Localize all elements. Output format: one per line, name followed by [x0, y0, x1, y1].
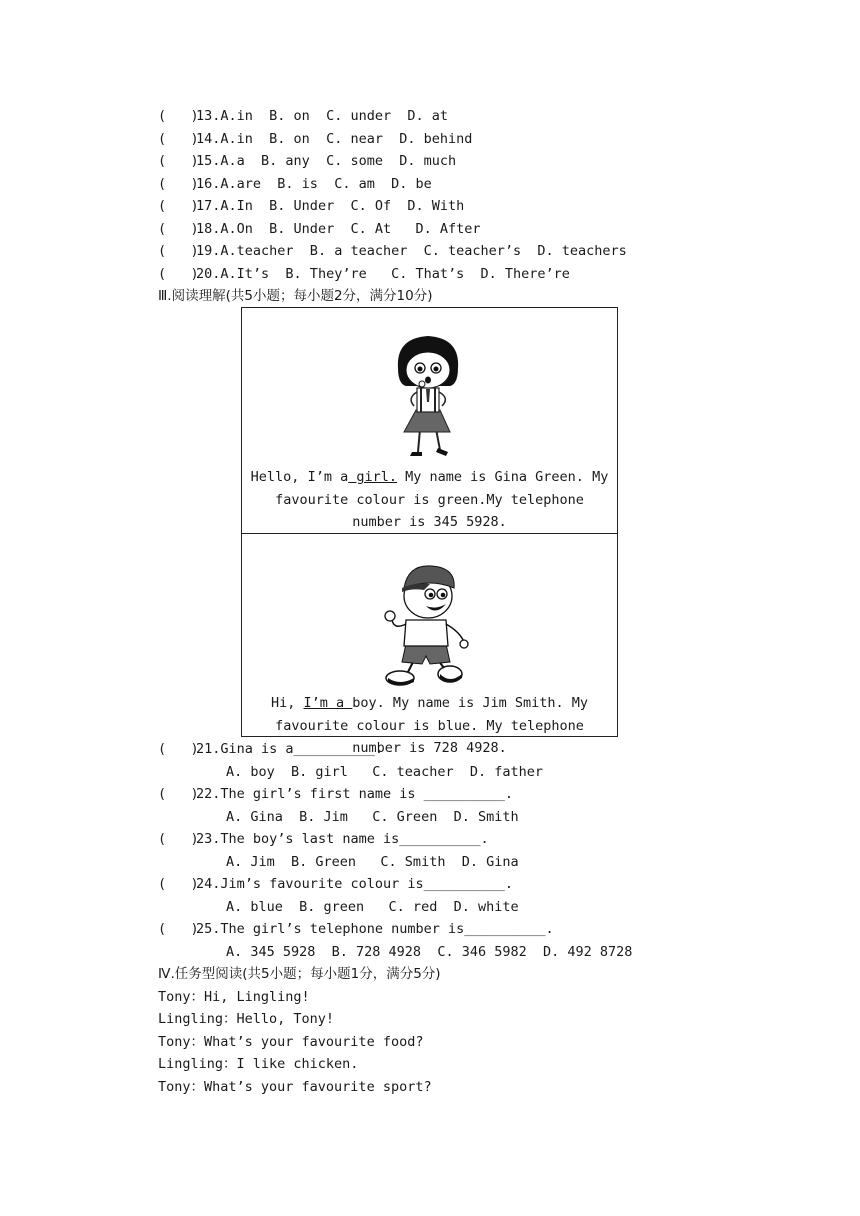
cloze-number: 17: [196, 198, 213, 214]
question-number: 24: [196, 876, 213, 892]
cloze-options: A.In B. Under C. Of D. With: [220, 198, 465, 214]
cloze-number: 14: [196, 131, 213, 147]
cloze-options: A.in B. on C. under D. at: [220, 108, 448, 124]
cloze-item-19: ( )19.A.teacher B. a teacher C. teacher’s D. teachers: [158, 243, 627, 259]
section-3-title: Ⅲ.阅读理解(共5小题；每小题2分，满分10分): [158, 288, 433, 304]
dialogue-line: Tony：What’s your favourite food?: [158, 1034, 424, 1050]
underlined-word: girl.: [348, 469, 397, 485]
question-stem: The boy’s last name is__________.: [220, 831, 489, 847]
cloze-options: A.teacher B. a teacher C. teacher’s D. teachers: [220, 243, 627, 259]
cloze-item-17: ( )17.A.In B. Under C. Of D. With: [158, 198, 465, 214]
question-25-options: A. 345 5928 B. 728 4928 C. 346 5982 D. 492 8728: [226, 944, 633, 960]
card-girl-text: Hello, I’m a girl. My name is Gina Green. My favourite colour is green.My telephone number is 345 5928.: [250, 469, 609, 530]
question-number: 25: [196, 921, 213, 937]
question-23: ( )23.The boy’s last name is__________.: [158, 831, 489, 847]
cloze-number: 19: [196, 243, 213, 259]
girl-illustration: [392, 334, 466, 462]
cloze-number: 16: [196, 176, 213, 192]
question-stem: Jim’s favourite colour is__________.: [220, 876, 514, 892]
question-24-options: A. blue B. green C. red D. white: [226, 899, 519, 915]
question-stem: The girl’s first name is __________.: [220, 786, 514, 802]
cloze-options: A.It’s B. They’re C. That’s D. There’re: [220, 266, 570, 282]
question-stem: The girl’s telephone number is__________.: [220, 921, 554, 937]
cloze-number: 18: [196, 221, 213, 237]
cloze-item-13: ( )13.A.in B. on C. under D. at: [158, 108, 448, 124]
question-21-options: A. boy B. girl C. teacher D. father: [226, 764, 543, 780]
question-21: ( )21.Gina is a__________.: [158, 741, 383, 757]
cloze-number: 20: [196, 266, 213, 282]
dialogue-line: Tony：What’s your favourite sport?: [158, 1079, 432, 1095]
cloze-item-18: ( )18.A.On B. Under C. At D. After: [158, 221, 481, 237]
reading-card-girl: [241, 307, 618, 534]
question-number: 23: [196, 831, 213, 847]
boy-illustration: [380, 560, 472, 688]
cloze-item-14: ( )14.A.in B. on C. near D. behind: [158, 131, 473, 147]
underlined-word: I’m a: [303, 695, 353, 711]
cloze-options: A.are B. is C. am D. be: [220, 176, 432, 192]
section-4-title: Ⅳ.任务型阅读(共5小题；每小题1分，满分5分): [158, 966, 441, 982]
question-23-options: A. Jim B. Green C. Smith D. Gina: [226, 854, 519, 870]
question-number: 21: [196, 741, 213, 757]
dialogue-line: Lingling：I like chicken.: [158, 1056, 359, 1072]
question-24: ( )24.Jim’s favourite colour is__________.: [158, 876, 514, 892]
dialogue-line: Tony：Hi, Lingling!: [158, 989, 310, 1005]
cloze-number: 13: [196, 108, 213, 124]
question-25: ( )25.The girl’s telephone number is__________.: [158, 921, 554, 937]
cloze-options: A.in B. on C. near D. behind: [220, 131, 473, 147]
card-boy-text: Hi, I’m a boy. My name is Jim Smith. My favourite colour is blue. My telephone number is 728 4928.: [271, 695, 588, 756]
question-number: 22: [196, 786, 213, 802]
cloze-options: A.On B. Under C. At D. After: [220, 221, 481, 237]
cloze-item-15: ( )15.A.a B. any C. some D. much: [158, 153, 457, 169]
cloze-number: 15: [196, 153, 213, 169]
question-22: ( )22.The girl’s first name is __________.: [158, 786, 514, 802]
question-22-options: A. Gina B. Jim C. Green D. Smith: [226, 809, 519, 825]
dialogue-line: Lingling：Hello, Tony!: [158, 1011, 335, 1027]
question-stem: Gina is a__________.: [220, 741, 383, 757]
cloze-options: A.a B. any C. some D. much: [220, 153, 457, 169]
cloze-item-16: ( )16.A.are B. is C. am D. be: [158, 176, 432, 192]
cloze-item-20: ( )20.A.It’s B. They’re C. That’s D. There’re: [158, 266, 570, 282]
